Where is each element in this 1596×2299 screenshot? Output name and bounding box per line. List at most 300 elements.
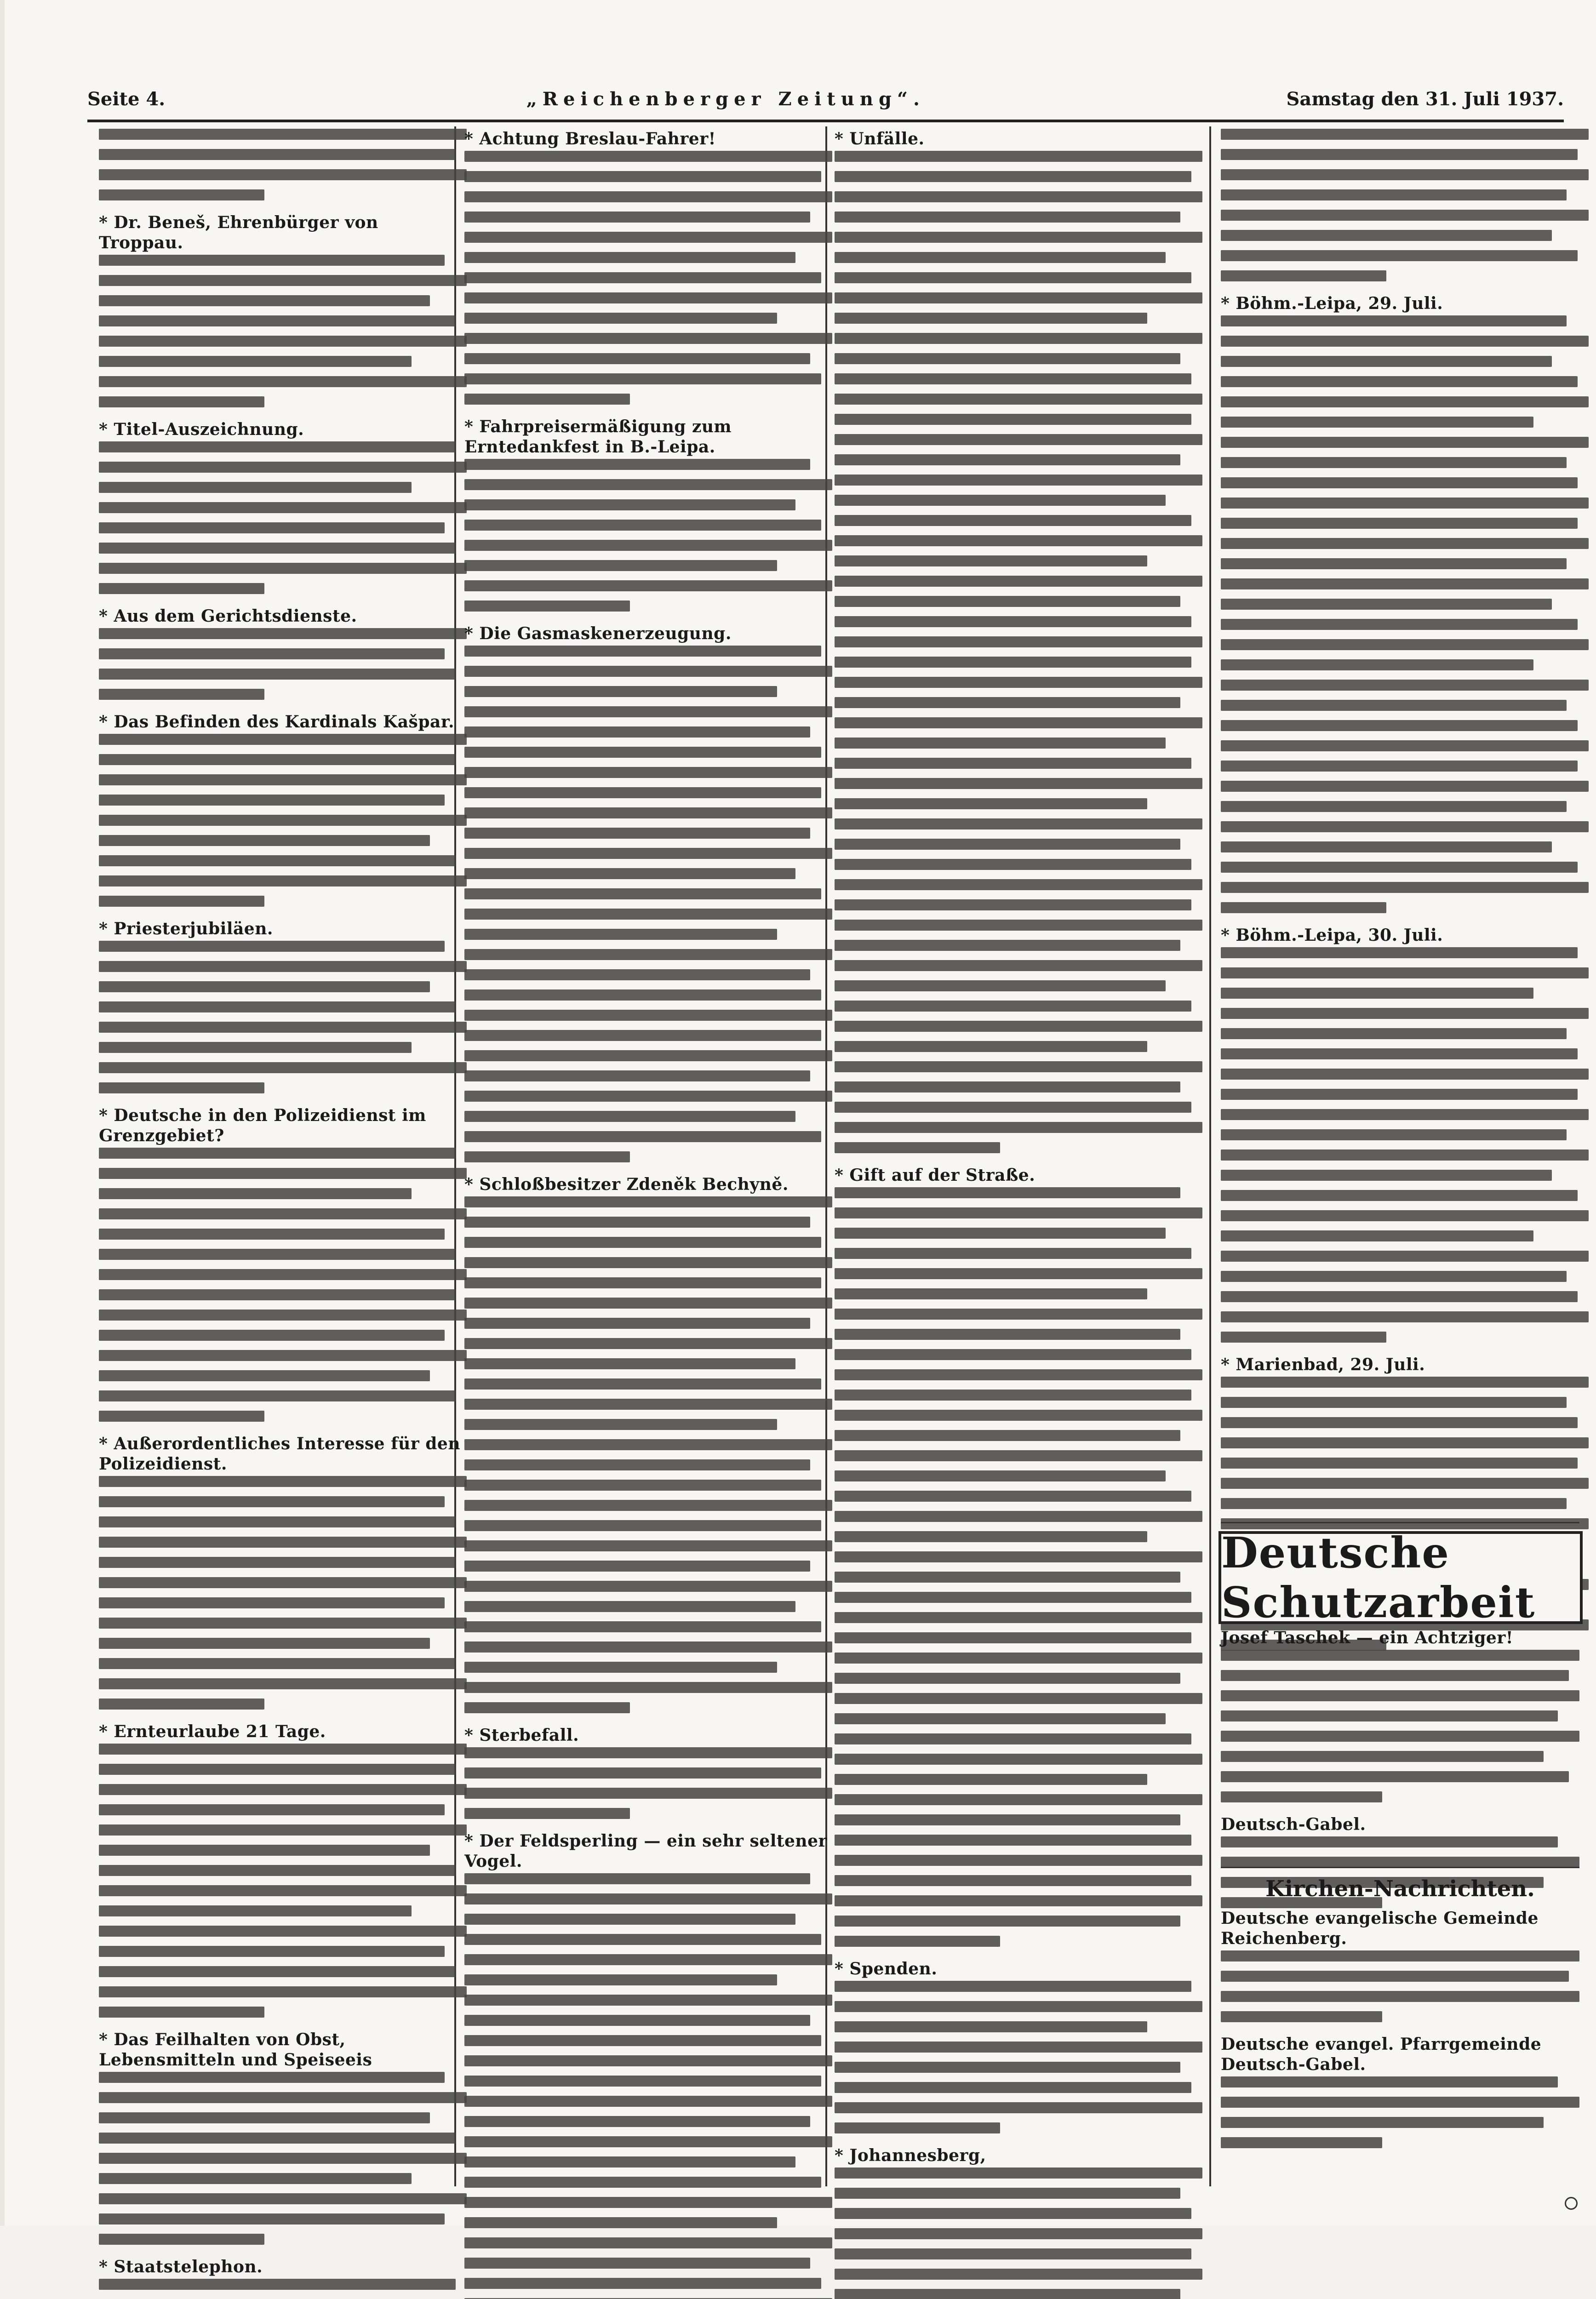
text-line <box>1221 1731 1579 1742</box>
text-line <box>464 1318 810 1329</box>
text-line <box>99 896 264 907</box>
article-title: * Sterbefall. <box>464 1726 579 1745</box>
text-line <box>464 2076 821 2087</box>
text-line <box>464 1277 821 1288</box>
text-line <box>1221 1458 1578 1469</box>
text-line <box>99 1350 467 1361</box>
text-line <box>835 859 1191 870</box>
text-line <box>99 1824 467 1836</box>
article-title: * Außerordentliches Interesse für den Polizeidienst. <box>99 1434 460 1474</box>
text-line <box>464 1974 777 1985</box>
article-body <box>464 459 832 612</box>
text-line <box>464 1298 832 1309</box>
text-line <box>1221 1271 1567 1282</box>
text-line <box>464 1702 630 1713</box>
article-body <box>99 941 467 1093</box>
text-line <box>464 1459 810 1470</box>
text-line <box>835 717 1202 728</box>
text-line <box>1221 2137 1382 2148</box>
text-line <box>835 1061 1202 1072</box>
text-line <box>835 1612 1202 1623</box>
text-line <box>1221 841 1552 852</box>
text-line <box>1221 437 1589 448</box>
text-line <box>464 1747 832 1758</box>
text-line <box>464 2278 821 2289</box>
text-line <box>464 1621 821 1632</box>
text-line <box>1221 169 1589 180</box>
text-line <box>1221 1710 1558 1721</box>
page-corner-mark <box>1565 2197 1578 2210</box>
article-body <box>1221 1950 1579 2022</box>
text-line <box>464 1338 832 1349</box>
article-title: * Spenden. <box>835 1959 938 1979</box>
article <box>835 2145 1202 2299</box>
text-line <box>1221 1437 1589 1448</box>
text-line <box>1221 781 1589 792</box>
text-line <box>464 1151 630 1162</box>
text-line <box>464 1378 821 1390</box>
newspaper-title: „Reichenberger Zeitung“. <box>526 88 925 110</box>
text-line <box>835 2122 1000 2133</box>
article-title: * Fahrpreisermäßigung zum Erntedankfest in B.-Leipa. <box>464 417 732 457</box>
text-line <box>1221 1771 1569 1782</box>
text-line <box>835 1592 1191 1603</box>
text-line <box>464 929 777 940</box>
text-line <box>464 1030 821 1041</box>
text-line <box>835 495 1166 506</box>
text-line <box>1221 477 1578 488</box>
text-line <box>99 502 467 513</box>
text-line <box>835 2021 1147 2032</box>
text-line <box>464 1934 821 1945</box>
text-line <box>99 628 467 639</box>
text-line <box>835 475 1202 486</box>
text-line <box>835 272 1191 283</box>
text-line <box>1221 2011 1382 2022</box>
schutzarbeit-rule <box>1221 1522 1579 1523</box>
text-line <box>835 1916 1180 1927</box>
article <box>1221 1908 1579 2022</box>
text-line <box>464 1439 832 1450</box>
article-body <box>464 151 832 405</box>
text-line <box>1221 882 1589 893</box>
text-line <box>1221 1210 1589 1221</box>
article <box>99 712 467 907</box>
text-line <box>99 669 456 680</box>
text-line <box>99 648 445 659</box>
text-line <box>464 353 810 364</box>
text-line <box>835 677 1202 688</box>
text-line <box>464 767 832 778</box>
text-line <box>464 499 795 510</box>
text-line <box>1221 1089 1578 1100</box>
text-line <box>464 212 810 223</box>
text-line <box>464 560 777 571</box>
text-line <box>835 778 1202 789</box>
text-line <box>99 1865 456 1876</box>
text-line <box>835 1430 1180 1441</box>
article-body <box>464 1747 832 1819</box>
text-line <box>835 697 1180 708</box>
text-line <box>464 479 832 490</box>
article <box>464 1174 832 1713</box>
article-title: * Marienbad, 29. Juli. <box>1221 1355 1425 1374</box>
article <box>99 212 467 407</box>
text-line <box>1221 902 1386 913</box>
text-line <box>1221 558 1567 569</box>
article-body <box>1221 129 1589 281</box>
text-line <box>1221 659 1533 670</box>
text-line <box>464 272 821 283</box>
text-line <box>1221 740 1589 751</box>
text-line <box>464 1500 832 1511</box>
text-line <box>1221 1291 1578 1302</box>
text-line <box>1221 801 1567 812</box>
text-line <box>99 875 467 886</box>
text-line <box>835 394 1202 405</box>
text-line <box>99 2153 467 2164</box>
text-line <box>835 596 1180 607</box>
column-1 <box>99 129 467 2276</box>
text-line <box>835 576 1202 587</box>
article-title: * Aus dem Gerichtsdienste. <box>99 606 357 626</box>
article <box>1221 2034 1579 2148</box>
text-line <box>99 1168 467 1179</box>
text-line <box>464 989 821 1001</box>
text-line <box>99 1744 467 1755</box>
text-line <box>99 315 456 326</box>
text-line <box>835 151 1202 162</box>
article-body <box>99 441 467 594</box>
text-line <box>464 394 630 405</box>
article <box>99 2030 467 2245</box>
text-line <box>835 2208 1191 2219</box>
text-line <box>464 292 832 303</box>
text-line <box>1221 1950 1579 1962</box>
text-line <box>464 171 821 182</box>
text-line <box>835 353 1180 364</box>
article-title: * Unfälle. <box>835 129 925 149</box>
text-line <box>99 1062 467 1073</box>
text-line <box>99 1411 264 1422</box>
text-line <box>99 1022 467 1033</box>
text-line <box>464 2055 832 2066</box>
text-line <box>99 1516 456 1527</box>
page-number: Seite 4. <box>87 88 166 110</box>
text-line <box>464 151 832 162</box>
text-line <box>1221 988 1533 999</box>
text-line <box>99 2007 264 2018</box>
text-line <box>835 1673 1180 1684</box>
text-line <box>99 1597 445 1608</box>
kirchen-articles <box>1221 1908 1579 2147</box>
text-line <box>835 454 1180 465</box>
text-line <box>1221 376 1578 387</box>
text-line <box>1221 1048 1578 1059</box>
text-line <box>99 1042 412 1053</box>
text-line <box>835 1228 1166 1239</box>
text-line <box>464 686 777 697</box>
text-line <box>835 1081 1180 1092</box>
text-line <box>99 356 412 367</box>
text-line <box>835 313 1147 324</box>
article-body <box>99 1744 467 2018</box>
issue-date: Samstag den 31. Juli 1937. <box>1286 88 1564 110</box>
text-line <box>99 1082 264 1093</box>
text-line <box>835 252 1166 263</box>
text-line <box>99 129 467 140</box>
text-line <box>464 868 795 879</box>
text-line <box>464 1131 821 1142</box>
text-line <box>464 1808 630 1819</box>
article <box>835 1959 1202 2133</box>
text-line <box>464 726 810 738</box>
text-line <box>464 1480 821 1491</box>
text-line <box>1221 1109 1589 1120</box>
text-line <box>464 1520 821 1531</box>
text-line <box>99 1845 430 1856</box>
column-rule-3 <box>1209 126 1211 2186</box>
article <box>99 919 467 1093</box>
text-line <box>99 1370 430 1381</box>
text-line <box>835 1410 1202 1421</box>
text-line <box>835 1491 1191 1502</box>
text-line <box>1221 518 1578 529</box>
text-line <box>99 1557 456 1568</box>
text-line <box>1221 680 1589 691</box>
text-line <box>835 1102 1191 1113</box>
text-line <box>99 1966 456 1977</box>
column-2 <box>464 129 832 2133</box>
text-line <box>835 1754 1202 1765</box>
text-line <box>835 879 1202 890</box>
article-title: * Achtung Breslau-Fahrer! <box>464 129 716 149</box>
text-line <box>1221 947 1578 958</box>
text-line <box>1221 538 1589 549</box>
text-line <box>99 255 445 266</box>
text-line <box>464 1561 810 1572</box>
text-line <box>464 969 810 980</box>
text-line <box>464 252 795 263</box>
text-line <box>99 1638 430 1649</box>
text-line <box>99 754 456 765</box>
article-body <box>99 129 467 200</box>
text-line <box>464 1995 832 2006</box>
text-line <box>464 2096 832 2107</box>
article-title: Deutsche evangelische Gemeinde Reichenberg. <box>1221 1909 1539 1948</box>
text-line <box>99 1188 412 1199</box>
text-line <box>99 1764 456 1775</box>
text-line <box>835 1021 1202 1032</box>
article <box>99 606 467 700</box>
article-body <box>99 255 467 407</box>
text-line <box>1221 210 1589 221</box>
text-line <box>99 149 456 160</box>
text-line <box>835 1369 1202 1380</box>
text-line <box>99 2193 467 2204</box>
text-line <box>835 657 1191 668</box>
text-line <box>835 1794 1202 1805</box>
text-line <box>1221 700 1567 711</box>
page-left-margin <box>0 0 5 2226</box>
text-line <box>464 888 821 899</box>
text-line <box>464 1237 821 1248</box>
article-body <box>1221 315 1589 913</box>
text-line <box>464 747 821 758</box>
text-line <box>464 1050 832 1061</box>
text-line <box>1221 1251 1589 1262</box>
article <box>99 1721 467 2018</box>
text-line <box>99 169 467 180</box>
text-line <box>464 191 832 202</box>
text-line <box>835 738 1166 749</box>
text-line <box>464 1788 832 1799</box>
text-line <box>1221 1650 1579 1661</box>
text-line <box>1221 498 1589 509</box>
text-line <box>1221 1690 1579 1701</box>
text-line <box>835 1207 1202 1218</box>
text-line <box>1221 1150 1589 1161</box>
text-line <box>464 646 821 657</box>
text-line <box>464 2217 777 2228</box>
article-title: * Gift auf der Straße. <box>835 1166 1035 1185</box>
text-line <box>1221 720 1578 731</box>
text-line <box>99 795 445 806</box>
article <box>464 623 832 1162</box>
text-line <box>835 798 1147 809</box>
text-line <box>835 373 1191 384</box>
text-line <box>1221 417 1533 428</box>
text-line <box>1221 761 1578 772</box>
text-line <box>99 1784 467 1795</box>
article-body <box>464 1873 832 2299</box>
article-body <box>1221 2076 1579 2148</box>
kirchen-rule <box>1221 1867 1579 1868</box>
text-line <box>835 2082 1191 2093</box>
text-line <box>835 2228 1202 2239</box>
text-line <box>99 376 467 387</box>
article <box>99 129 467 200</box>
text-line <box>835 1814 1180 1825</box>
text-line <box>99 2234 264 2245</box>
text-line <box>835 1248 1191 1259</box>
text-line <box>99 1001 456 1012</box>
text-line <box>464 1217 810 1228</box>
text-line <box>464 1010 832 1021</box>
text-line <box>99 1926 467 1937</box>
text-line <box>99 2072 445 2083</box>
text-line <box>1221 356 1552 367</box>
article-title: * Ernteurlaube 21 Tage. <box>99 1722 326 1741</box>
text-line <box>1221 599 1552 610</box>
text-line <box>835 414 1191 425</box>
text-line <box>464 1641 832 1653</box>
text-line <box>835 212 1180 223</box>
text-line <box>835 1288 1147 1299</box>
text-line <box>835 616 1191 627</box>
article-body <box>835 1981 1202 2133</box>
text-line <box>99 441 456 452</box>
text-line <box>1221 270 1386 281</box>
text-line <box>99 1577 467 1588</box>
text-line <box>1221 1008 1589 1019</box>
text-line <box>1221 1417 1578 1428</box>
text-line <box>464 1767 821 1779</box>
text-line <box>835 1733 1191 1744</box>
text-line <box>99 1537 467 1548</box>
text-line <box>99 543 456 554</box>
article-title: * Johannesberg, <box>835 2146 986 2165</box>
text-line <box>464 1893 832 1904</box>
article-title: Josef Taschek — ein Achtziger! <box>1221 1628 1514 1647</box>
text-line <box>835 1936 1000 1947</box>
text-line <box>464 949 832 960</box>
text-line <box>1221 578 1589 589</box>
text-line <box>835 940 1180 951</box>
article-body <box>99 734 467 907</box>
text-line <box>99 1269 467 1280</box>
text-line <box>99 396 264 407</box>
text-line <box>99 1885 467 1896</box>
text-line <box>835 1774 1147 1785</box>
text-line <box>835 232 1202 243</box>
text-line <box>99 981 430 992</box>
text-line <box>1221 619 1578 630</box>
text-line <box>464 828 810 839</box>
text-line <box>835 1895 1202 1906</box>
text-line <box>1221 1857 1579 1868</box>
article-body <box>99 2072 467 2245</box>
text-line <box>99 336 467 347</box>
text-line <box>835 1531 1147 1542</box>
text-line <box>835 1187 1180 1198</box>
text-line <box>99 522 445 533</box>
text-line <box>835 2001 1202 2012</box>
text-line <box>99 1658 456 1669</box>
article <box>464 129 832 405</box>
text-line <box>1221 1498 1567 1509</box>
text-line <box>464 373 821 384</box>
text-line <box>99 275 467 286</box>
text-line <box>835 920 1202 931</box>
text-line <box>1221 1129 1567 1140</box>
article-title: Deutsche evangel. Pfarrgemeinde Deutsch-Gabel. <box>1221 2035 1542 2074</box>
article-body <box>835 151 1202 1153</box>
text-line <box>464 848 832 859</box>
text-line <box>464 787 821 798</box>
text-line <box>99 482 412 493</box>
text-line <box>1221 230 1552 241</box>
text-line <box>464 1873 810 1884</box>
text-line <box>835 899 1191 910</box>
text-line <box>835 839 1180 850</box>
article <box>99 419 467 594</box>
text-line <box>1221 457 1567 468</box>
text-line <box>1221 315 1567 326</box>
text-line <box>464 909 832 920</box>
text-line <box>1221 862 1578 873</box>
text-line <box>99 462 467 473</box>
text-line <box>464 1111 795 1122</box>
text-line <box>464 1419 777 1430</box>
text-line <box>464 1914 795 1925</box>
article <box>1221 129 1589 281</box>
text-line <box>835 515 1191 526</box>
text-line <box>835 1981 1191 1992</box>
text-line <box>835 171 1191 182</box>
text-line <box>99 2173 412 2184</box>
text-line <box>835 1835 1191 1846</box>
